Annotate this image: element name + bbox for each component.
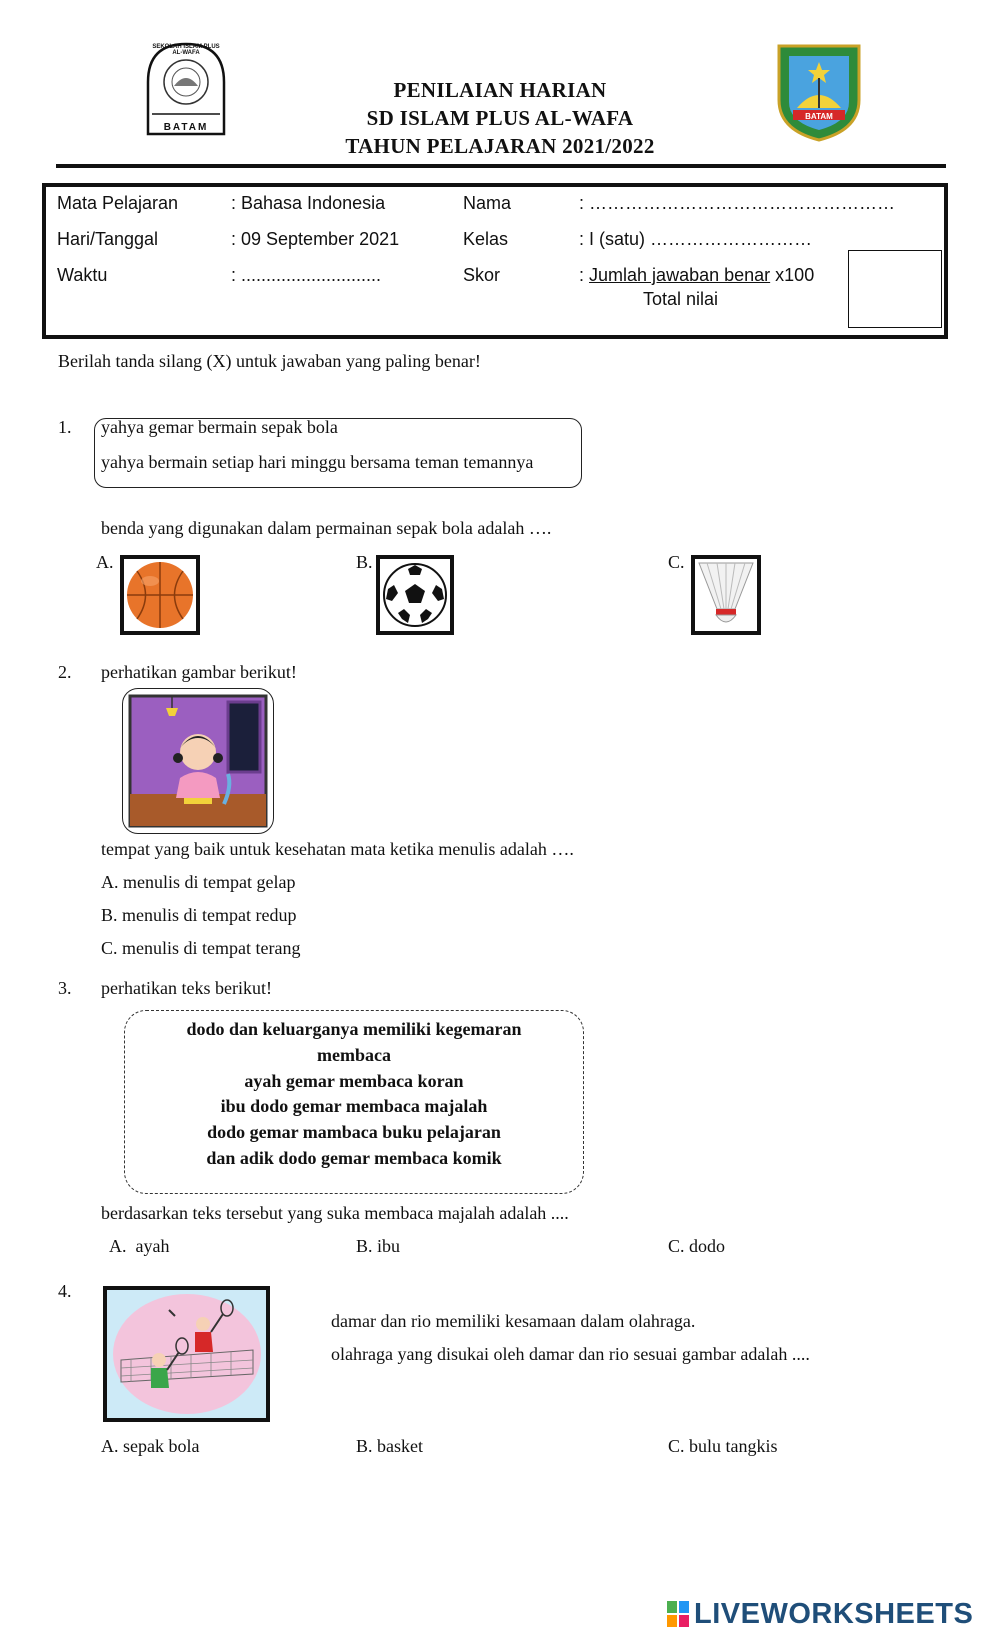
q4-statement: damar dan rio memiliki kesamaan dalam olahraga. xyxy=(331,1311,696,1331)
q3-text-line-6: dan adik dodo gemar membaca komik xyxy=(206,1148,502,1168)
score-box[interactable] xyxy=(848,250,942,328)
q2-prompt: perhatikan gambar berikut! xyxy=(101,662,297,682)
city-emblem xyxy=(775,42,863,142)
score-multiplier: x100 xyxy=(775,265,815,285)
liveworksheets-logo-icon xyxy=(667,1601,689,1627)
q1-option-a-image[interactable] xyxy=(120,555,200,635)
q4-option-a[interactable]: A. sepak bola xyxy=(101,1436,200,1456)
q1-option-b-label[interactable]: B. xyxy=(356,552,373,572)
q2-image xyxy=(128,694,268,828)
q3-text-line-3: ayah gemar membaca koran xyxy=(244,1071,464,1091)
soccer-ball-icon xyxy=(380,559,450,631)
q3-prompt: perhatikan teks berikut! xyxy=(101,978,272,998)
q2-option-c[interactable]: C. menulis di tempat terang xyxy=(101,938,301,958)
city-emblem-text: BATAM xyxy=(805,112,833,121)
score-prefix: : xyxy=(579,265,585,285)
school-logo-ring-text: SEKOLAH ISLAM PLUS AL-WAFA xyxy=(152,44,220,56)
q1-number: 1. xyxy=(58,417,72,437)
q4-image xyxy=(103,1286,270,1422)
q3-text-line-4: ibu dodo gemar membaca majalah xyxy=(220,1096,488,1116)
q4-option-b[interactable]: B. basket xyxy=(356,1436,423,1456)
q2-number: 2. xyxy=(58,662,72,682)
header-divider xyxy=(56,164,946,168)
q2-option-b[interactable]: B. menulis di tempat redup xyxy=(101,905,297,925)
score-numerator: Jumlah jawaban benar xyxy=(589,265,771,285)
time-label: Waktu xyxy=(57,265,108,285)
time-field[interactable]: : ............................ xyxy=(231,265,382,285)
q1-option-c-label[interactable]: C. xyxy=(668,552,685,572)
q1-passage-line-1: yahya gemar bermain sepak bola xyxy=(101,417,338,437)
q3-text-line-5: dodo gemar mambaca buku pelajaran xyxy=(207,1122,501,1142)
school-logo-city: BATAM xyxy=(163,122,209,133)
instruction: Berilah tanda silang (X) untuk jawaban yang paling benar! xyxy=(58,351,481,371)
q4-question: olahraga yang disukai oleh damar dan rio sesuai gambar adalah .... xyxy=(331,1344,810,1364)
q3-option-a[interactable]: A. ayah xyxy=(109,1236,170,1256)
score-formula xyxy=(579,265,814,286)
subject-value: : Bahasa Indonesia xyxy=(231,193,386,213)
class-field[interactable]: : I (satu) ……………………… xyxy=(579,229,813,249)
q4-number: 4. xyxy=(58,1281,72,1301)
class-label: Kelas xyxy=(463,229,509,249)
score-label: Skor xyxy=(463,265,501,285)
q3-text-line-2: membaca xyxy=(317,1045,391,1065)
title-line-2: SD ISLAM PLUS AL-WAFA xyxy=(366,106,634,130)
title-line-3: TAHUN PELAJARAN 2021/2022 xyxy=(345,134,655,158)
name-field[interactable]: : …………………………………………… xyxy=(579,193,896,213)
q1-question: benda yang digunakan dalam permainan sepak bola adalah …. xyxy=(101,518,552,538)
date-value: : 09 September 2021 xyxy=(231,229,400,249)
liveworksheets-brand[interactable]: LIVEWORKSHEETS xyxy=(694,1598,974,1630)
name-label: Nama xyxy=(463,193,512,213)
q4-option-c[interactable]: C. bulu tangkis xyxy=(668,1436,778,1456)
q3-question: berdasarkan teks tersebut yang suka membaca majalah adalah .... xyxy=(101,1203,569,1223)
score-denominator: Total nilai xyxy=(643,289,719,309)
q1-option-c-image[interactable] xyxy=(691,555,761,635)
q3-number: 3. xyxy=(58,978,72,998)
basketball-icon xyxy=(124,559,196,631)
q2-option-a[interactable]: A. menulis di tempat gelap xyxy=(101,872,296,892)
q3-option-b[interactable]: B. ibu xyxy=(356,1236,401,1256)
title-line-1: PENILAIAN HARIAN xyxy=(393,78,607,102)
q3-text-line-1: dodo dan keluarganya memiliki kegemaran xyxy=(186,1019,522,1039)
girl-writing-illustration xyxy=(128,694,268,828)
badminton-players-illustration xyxy=(107,1290,266,1418)
date-label: Hari/Tanggal xyxy=(57,229,159,249)
q3-option-c[interactable]: C. dodo xyxy=(668,1236,726,1256)
q1-option-a-label[interactable]: A. xyxy=(96,552,114,572)
q1-option-b-image[interactable] xyxy=(376,555,454,635)
shuttlecock-icon xyxy=(695,559,757,631)
subject-label: Mata Pelajaran xyxy=(57,193,179,213)
q2-question: tempat yang baik untuk kesehatan mata ketika menulis adalah …. xyxy=(101,839,574,859)
q1-passage-line-2: yahya bermain setiap hari minggu bersama teman temannya xyxy=(101,452,534,472)
